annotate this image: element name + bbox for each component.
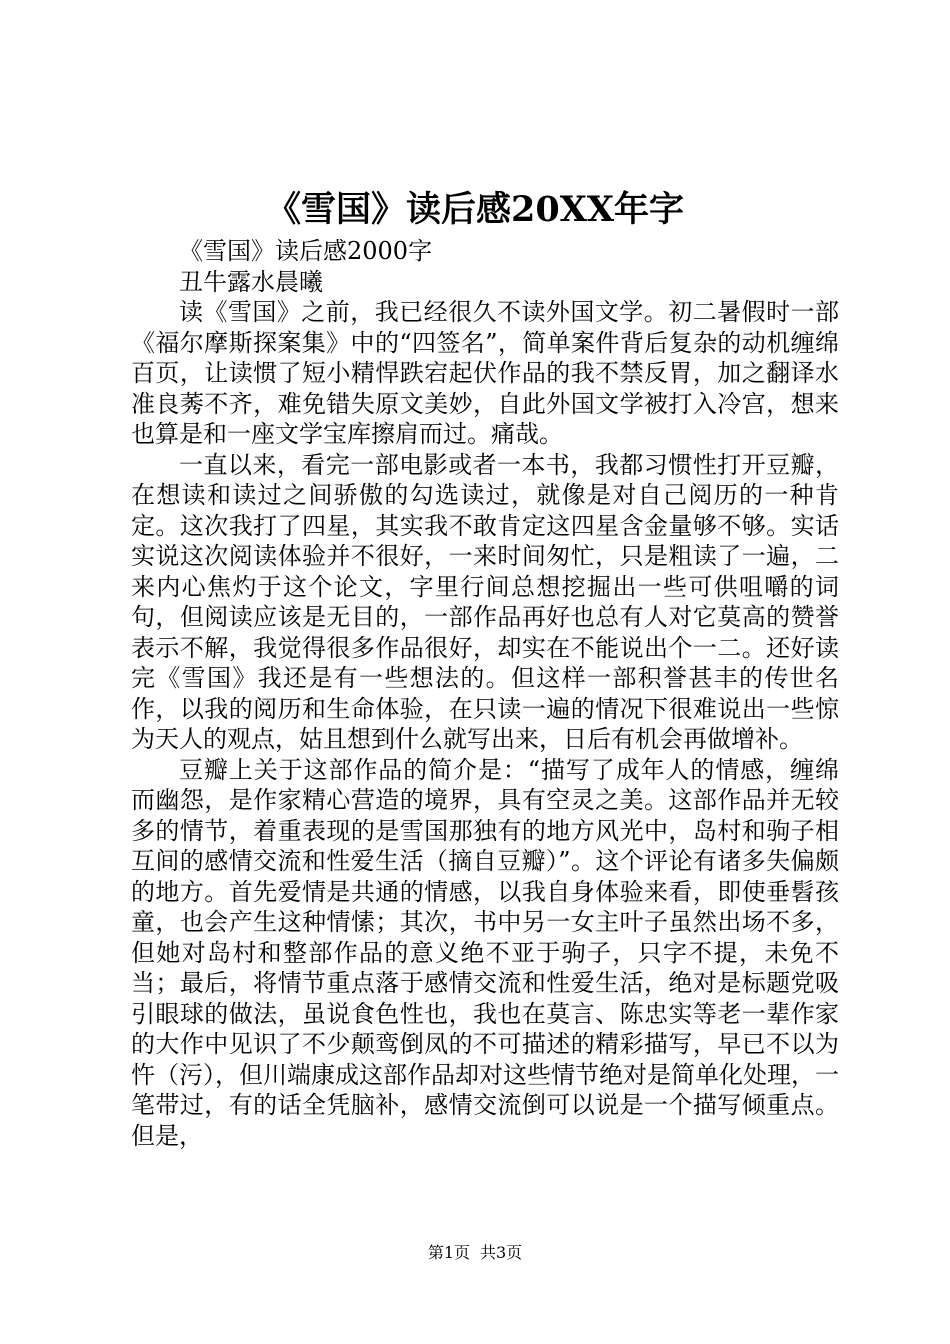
body-paragraph: 读《雪国》之前，我已经很久不读外国文学。初二暑假时一部《福尔摩斯探案集》中的“四签名”，简单案件背后复杂的动机缠绵百页，让读惯了短小精悍跌宕起伏作品的我不禁反胃，加之翻译水准良莠不齐，难免错失原文美妙，自此外国文学被打入冷宫，想来也算是和一座文学宝库擦肩而过。痛哉。	[131, 298, 839, 448]
document-body	[131, 236, 839, 1151]
body-paragraph: 豆瓣上关于这部作品的简介是：“描写了成年人的情感，缠绵而幽怨，是作家精心营造的境界，具有空灵之美。这部作品并无较多的情节，着重表现的是雪国那独有的地方风光中，岛村和驹子相互间的感情交流和性爱生活（摘自豆瓣）”。这个评论有诸多失偏颇的地方。首先爱情是共通的情感，以我自身体验来看，即使垂髫孩童，也会产生这种情愫；其次，书中另一女主叶子虽然出场不多，但她对岛村和整部作品的意义绝不亚于驹子，只字不提，未免不当；最后，将情节重点落于感情交流和性爱生活，绝对是标题党吸引眼球的做法，虽说食色性也，我也在莫言、陈忠实等老一辈作家的大作中见识了不少颠鸾倒凤的不可描述的精彩描写，早已不以为忤（污），但川端康成这部作品却对这些情节绝对是简单化处理，一笔带过，有的话全凭脑补，感情交流倒可以说是一个描写倾重点。但是，	[131, 755, 839, 1150]
page-total: 共3页	[480, 1243, 523, 1262]
page-number: 第1页	[427, 1243, 470, 1262]
subtitle-paragraph: 《雪国》读后感2000字	[179, 237, 433, 265]
author-paragraph: 丑牛露水晨曦	[179, 267, 323, 296]
body-paragraph: 一直以来，看完一部电影或者一本书，我都习惯性打开豆瓣，在想读和读过之间骄傲的勾选读过，就像是对自己阅历的一种肯定。这次我打了四星，其实我不敢肯定这四星含金量够不够。实话实说这次阅读体验并不很好，一来时间匆忙，只是粗读了一遍，二来内心焦灼于这个论文，字里行间总想挖掘出一些可供咀嚼的词句，但阅读应该是无目的，一部作品再好也总有人对它莫高的赞誉表示不解，我觉得很多作品很好，却实在不能说出个一二。还好读完《雪国》我还是有一些想法的。但这样一部积誉甚丰的传世名作，以我的阅历和生命体验，在只读一遍的情况下很难说出一些惊为天人的观点，姑且想到什么就写出来，日后有机会再做增补。	[131, 450, 839, 753]
document-title: 《雪国》读后感20XX年字	[265, 189, 685, 230]
page-footer	[0, 1242, 950, 1264]
